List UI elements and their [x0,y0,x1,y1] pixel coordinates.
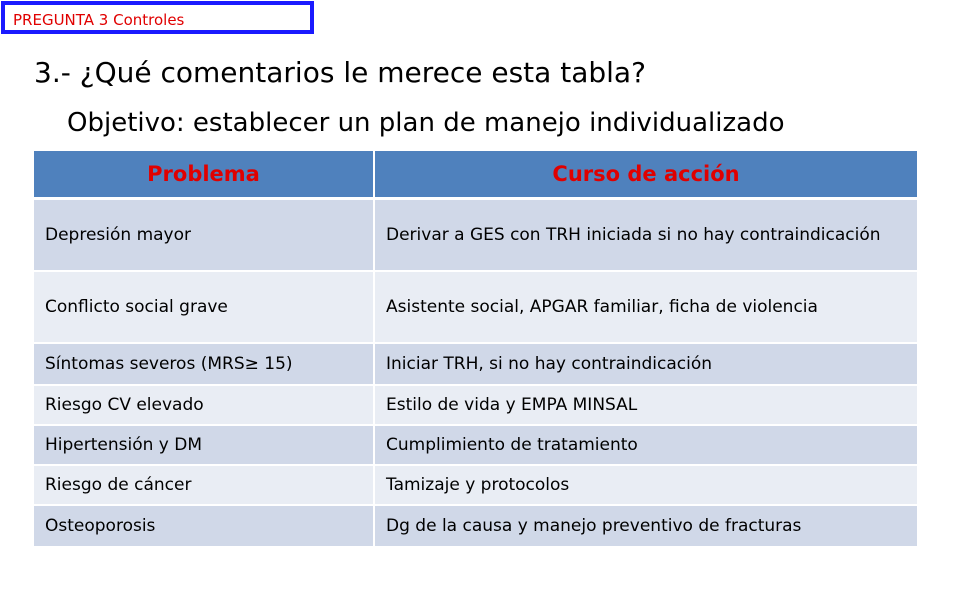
action-cell: Estilo de vida y EMPA MINSAL [374,385,917,425]
table-row [34,425,917,465]
header-action: Curso de acción [374,151,917,199]
table-row [34,343,917,385]
table-row [34,465,917,505]
problem-cell: Conflicto social grave [34,271,374,343]
action-cell: Cumplimiento de tratamiento [374,425,917,465]
problem-action-table [34,151,917,548]
table-row [34,271,917,343]
problem-cell: Riesgo CV elevado [34,385,374,425]
problem-cell: Depresión mayor [34,199,374,272]
table-header-row [34,151,917,199]
problem-cell: Síntomas severos (MRS≥ 15) [34,343,374,385]
question-heading: 3.- ¿Qué comentarios le merece esta tabla? [34,56,646,89]
action-cell: Dg de la causa y manejo preventivo de fracturas [374,505,917,547]
problem-cell: Hipertensión y DM [34,425,374,465]
question-tag-label: PREGUNTA 3 Controles [13,11,185,29]
action-cell: Asistente social, APGAR familiar, ficha de violencia [374,271,917,343]
action-cell: Iniciar TRH, si no hay contraindicación [374,343,917,385]
action-cell: Tamizaje y protocolos [374,465,917,505]
table-row [34,505,917,547]
table-row [34,385,917,425]
table-row [34,199,917,272]
action-cell: Derivar a GES con TRH iniciada si no hay contraindicación [374,199,917,272]
header-problem: Problema [34,151,374,199]
question-tag-box [1,1,314,34]
problem-cell: Osteoporosis [34,505,374,547]
problem-cell: Riesgo de cáncer [34,465,374,505]
objective-subheading: Objetivo: establecer un plan de manejo individualizado [67,108,785,138]
